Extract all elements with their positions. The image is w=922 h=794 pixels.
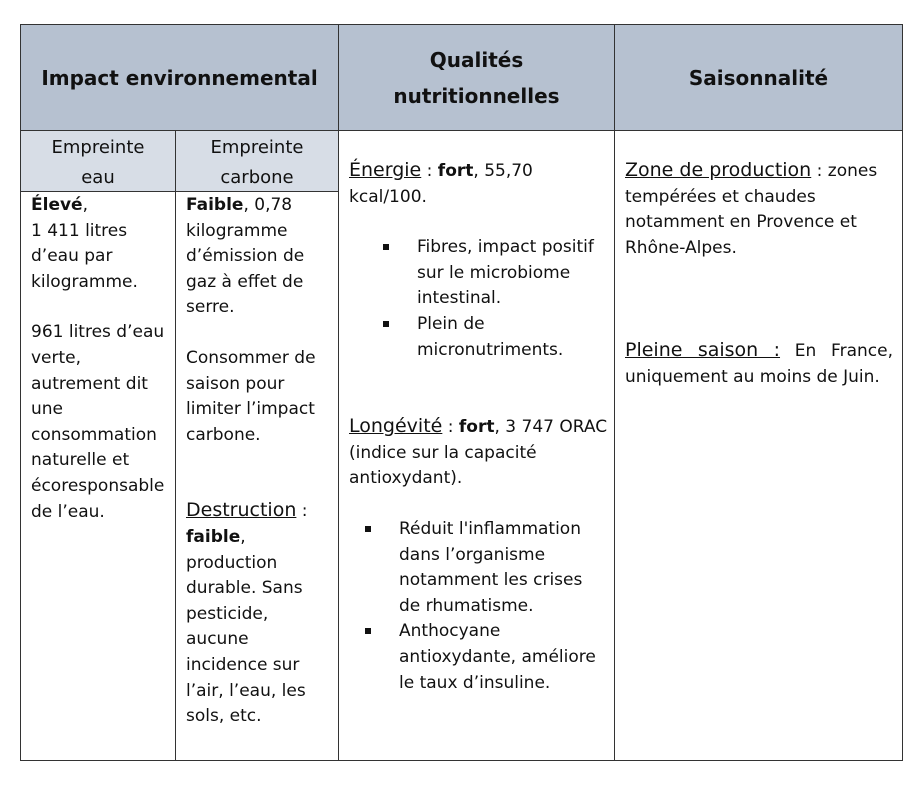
energie-bullet xyxy=(383,312,608,363)
energie-bullet xyxy=(383,235,608,312)
eau-level: Élevé xyxy=(31,195,83,215)
header-impact xyxy=(21,25,338,130)
longevite-bullet xyxy=(365,619,600,696)
destruction-label: Destruction xyxy=(186,499,297,522)
energie-bullet-text: Fibres, impact positif sur le microbiome intestinal. xyxy=(417,237,594,309)
bullet-icon xyxy=(365,628,371,634)
longevite-bullet-text: Réduit l'inflammation dans l’organisme notamment les crises de rhumatisme. xyxy=(399,518,583,616)
zone-sep: : xyxy=(811,161,823,181)
pleine-saison-period: uniquement au moins de Juin. xyxy=(625,366,880,387)
subheader-eau xyxy=(21,131,175,191)
cell-carbone xyxy=(186,193,334,730)
table-border-right xyxy=(902,24,903,761)
destruction-sep: : xyxy=(296,501,308,522)
eau-green-water: 961 litres d’eau verte, autrement dit une consommation naturelle et écoresponsable de l’eau. xyxy=(31,322,165,522)
column-divider-2 xyxy=(338,24,339,761)
column-divider-3 xyxy=(614,24,615,761)
bullet-icon xyxy=(383,321,389,327)
subheader-divider xyxy=(20,191,339,192)
longevite-sep: : xyxy=(442,417,459,438)
longevite-detail: , 3 747 ORAC (indice sur la capacité antioxydant). xyxy=(349,417,608,489)
carbone-emission: , 0,78 kilogramme d’émission de gaz à effet de serre. xyxy=(186,195,305,318)
header-qualites xyxy=(339,25,614,130)
bullet-icon xyxy=(383,244,389,250)
column-divider-1 xyxy=(175,130,176,761)
destruction-detail: , production durable. Sans pesticide, aucune incidence sur l’air, l’eau, les sols, etc. xyxy=(186,526,306,727)
subheader-carbone-label: Empreinte carbone xyxy=(210,137,304,188)
table-border-left xyxy=(20,24,21,761)
energie-sep: : xyxy=(421,161,438,181)
subheader-carbone xyxy=(176,131,338,191)
cell-saison xyxy=(625,158,893,391)
longevite-label: Longévité xyxy=(349,415,443,438)
zone-detail: zones tempérées et chaudes notamment en Provence et Rhône-Alpes. xyxy=(625,161,878,258)
table-border-bottom xyxy=(20,760,903,761)
table-border-top xyxy=(20,24,903,25)
energie-bullet-text: Plein de micronutriments. xyxy=(417,313,564,360)
energie-level: fort xyxy=(437,161,474,181)
subheader-eau-label: Empreinte eau xyxy=(51,137,145,188)
eau-comma: , xyxy=(82,195,88,215)
destruction-level: faible xyxy=(186,526,241,547)
header-saison-label: Saisonnalité xyxy=(688,65,829,90)
cell-eau xyxy=(31,193,171,525)
eau-volume: 1 411 litres d’eau par kilogramme. xyxy=(31,220,138,292)
energie-label: Énergie xyxy=(349,159,422,181)
pleine-saison-label: Pleine saison : xyxy=(625,339,781,362)
carbone-saison: Consommer de saison pour limiter l’impact carbone. xyxy=(186,347,316,445)
longevite-bullet xyxy=(365,517,600,619)
header-qualites-label: Qualités nutritionnelles xyxy=(393,47,560,108)
carbone-level: Faible xyxy=(186,195,244,215)
header-divider xyxy=(20,130,903,131)
longevite-bullet-text: Anthocyane antioxydante, améliore le taux d’insuline. xyxy=(399,621,596,693)
zone-label: Zone de production xyxy=(625,159,812,181)
cell-qualites xyxy=(349,158,607,696)
longevite-level: fort xyxy=(458,417,495,438)
bullet-icon xyxy=(365,526,371,532)
energie-detail: , 55,70 kcal/100. xyxy=(349,161,533,207)
pleine-saison-country: En France, xyxy=(780,341,893,362)
header-saison xyxy=(615,25,902,130)
header-impact-label: Impact environnemental xyxy=(41,65,318,90)
